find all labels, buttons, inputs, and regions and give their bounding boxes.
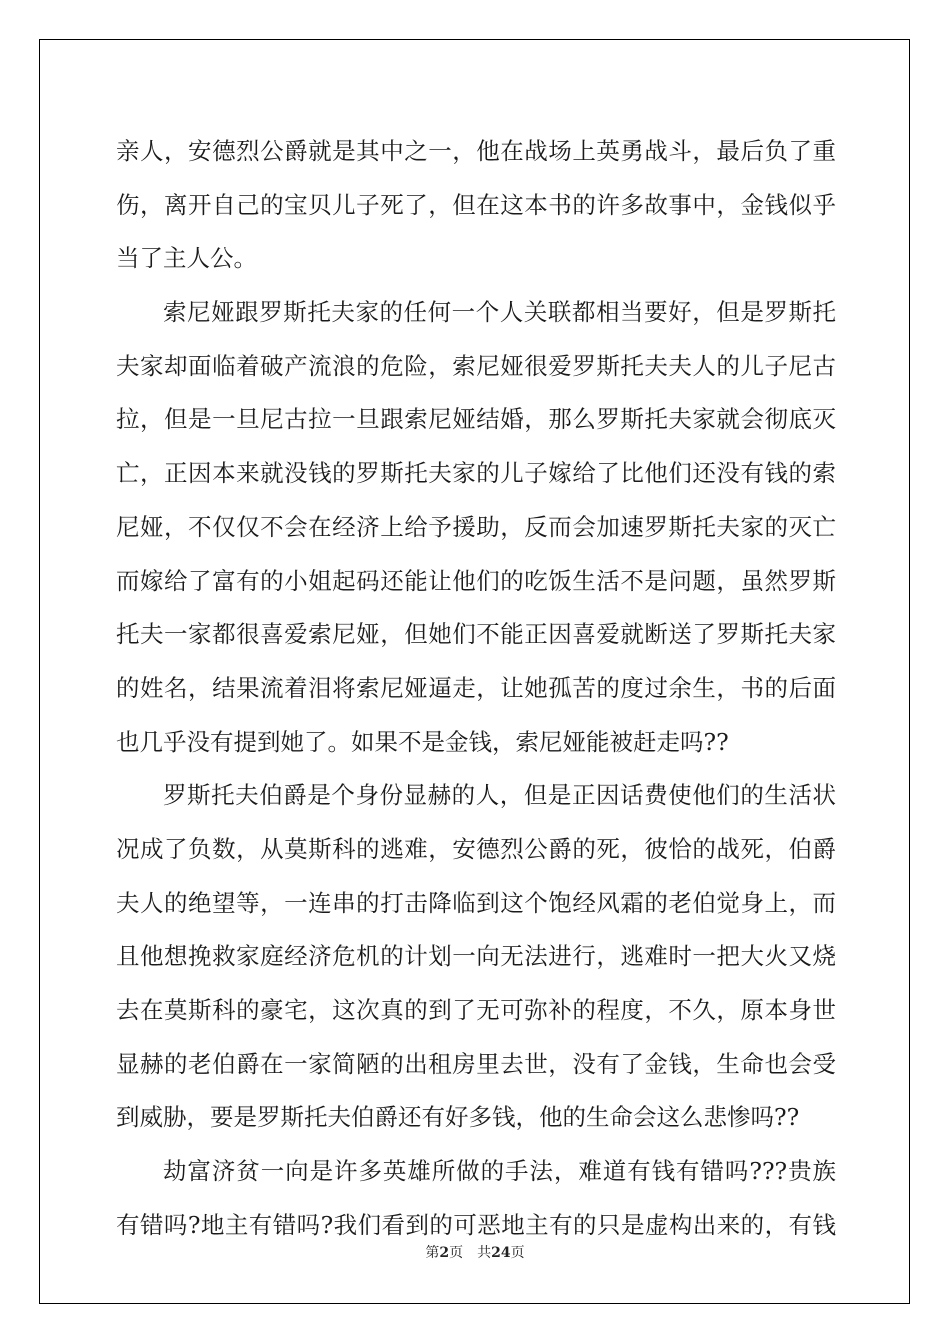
text-line: 的姓名，结果流着泪将索尼娅逼走，让她孤苦的度过余生，书的后面: [116, 673, 836, 702]
text-line: 到威胁，要是罗斯托夫伯爵还有好多钱，他的生命会这么悲惨吗??: [116, 1103, 800, 1132]
text-line: 伤，离开自己的宝贝儿子死了，但在这本书的许多故事中，金钱似乎: [116, 190, 836, 219]
text-line: 劫富济贫一向是许多英雄所做的手法，难道有钱有错吗???贵族: [163, 1157, 836, 1186]
text-line: 拉，但是一旦尼古拉一旦跟索尼娅结婚，那么罗斯托夫家就会彻底灭: [116, 405, 836, 434]
page-number: 2: [439, 1245, 450, 1261]
text-line: 托夫一家都很喜爱索尼娅，但她们不能正因喜爱就断送了罗斯托夫家: [116, 620, 836, 649]
text-line: 亡，正因本来就没钱的罗斯托夫家的儿子嫁给了比他们还没有钱的索: [116, 459, 836, 488]
text-line: 索尼娅跟罗斯托夫家的任何一个人关联都相当要好，但是罗斯托: [163, 298, 836, 327]
total-prefix: 共: [477, 1245, 492, 1261]
text-line: 且他想挽救家庭经济危机的计划一向无法进行，逃难时一把大火又烧: [116, 942, 836, 971]
text-line: 有错吗?地主有错吗?我们看到的可恶地主有的只是虚构出来的，有钱: [116, 1210, 836, 1239]
text-line: 去在莫斯科的豪宅，这次真的到了无可弥补的程度，不久，原本身世: [116, 996, 836, 1024]
text-line: 罗斯托夫伯爵是个身份显赫的人，但是正因话费使他们的生活状: [163, 781, 836, 810]
text-line: 也几乎没有提到她了。如果不是金钱，索尼娅能被赶走吗??: [116, 727, 729, 756]
text-line: 亲人，安德烈公爵就是其中之一，他在战场上英勇战斗，最后负了重: [116, 137, 836, 165]
page-prefix: 第: [425, 1245, 440, 1261]
text-line: 而嫁给了富有的小姐起码还能让他们的吃饭生活不是问题，虽然罗斯: [116, 566, 836, 595]
text-line: 夫人的绝望等，一连串的打击降临到这个饱经风霜的老伯觉身上，而: [116, 888, 836, 917]
page-suffix: 页: [449, 1245, 464, 1261]
text-line: 夫家却面临着破产流浪的危险，索尼娅很爱罗斯托夫夫人的儿子尼古: [116, 351, 836, 380]
total-pages: 24: [491, 1245, 511, 1261]
text-line: 况成了负数，从莫斯科的逃难，安德烈公爵的死，彼恰的战死，伯爵: [116, 834, 836, 863]
document-body: [116, 125, 836, 1252]
text-line: 显赫的老伯爵在一家简陋的出租房里去世，没有了金钱，生命也会受: [116, 1049, 836, 1078]
text-line: 尼娅，不仅仅不会在经济上给予援助，反而会加速罗斯托夫家的灭亡: [116, 512, 836, 541]
total-suffix: 页: [510, 1245, 525, 1261]
text-line: 当了主人公。: [116, 244, 257, 273]
page-footer: [0, 1242, 950, 1262]
